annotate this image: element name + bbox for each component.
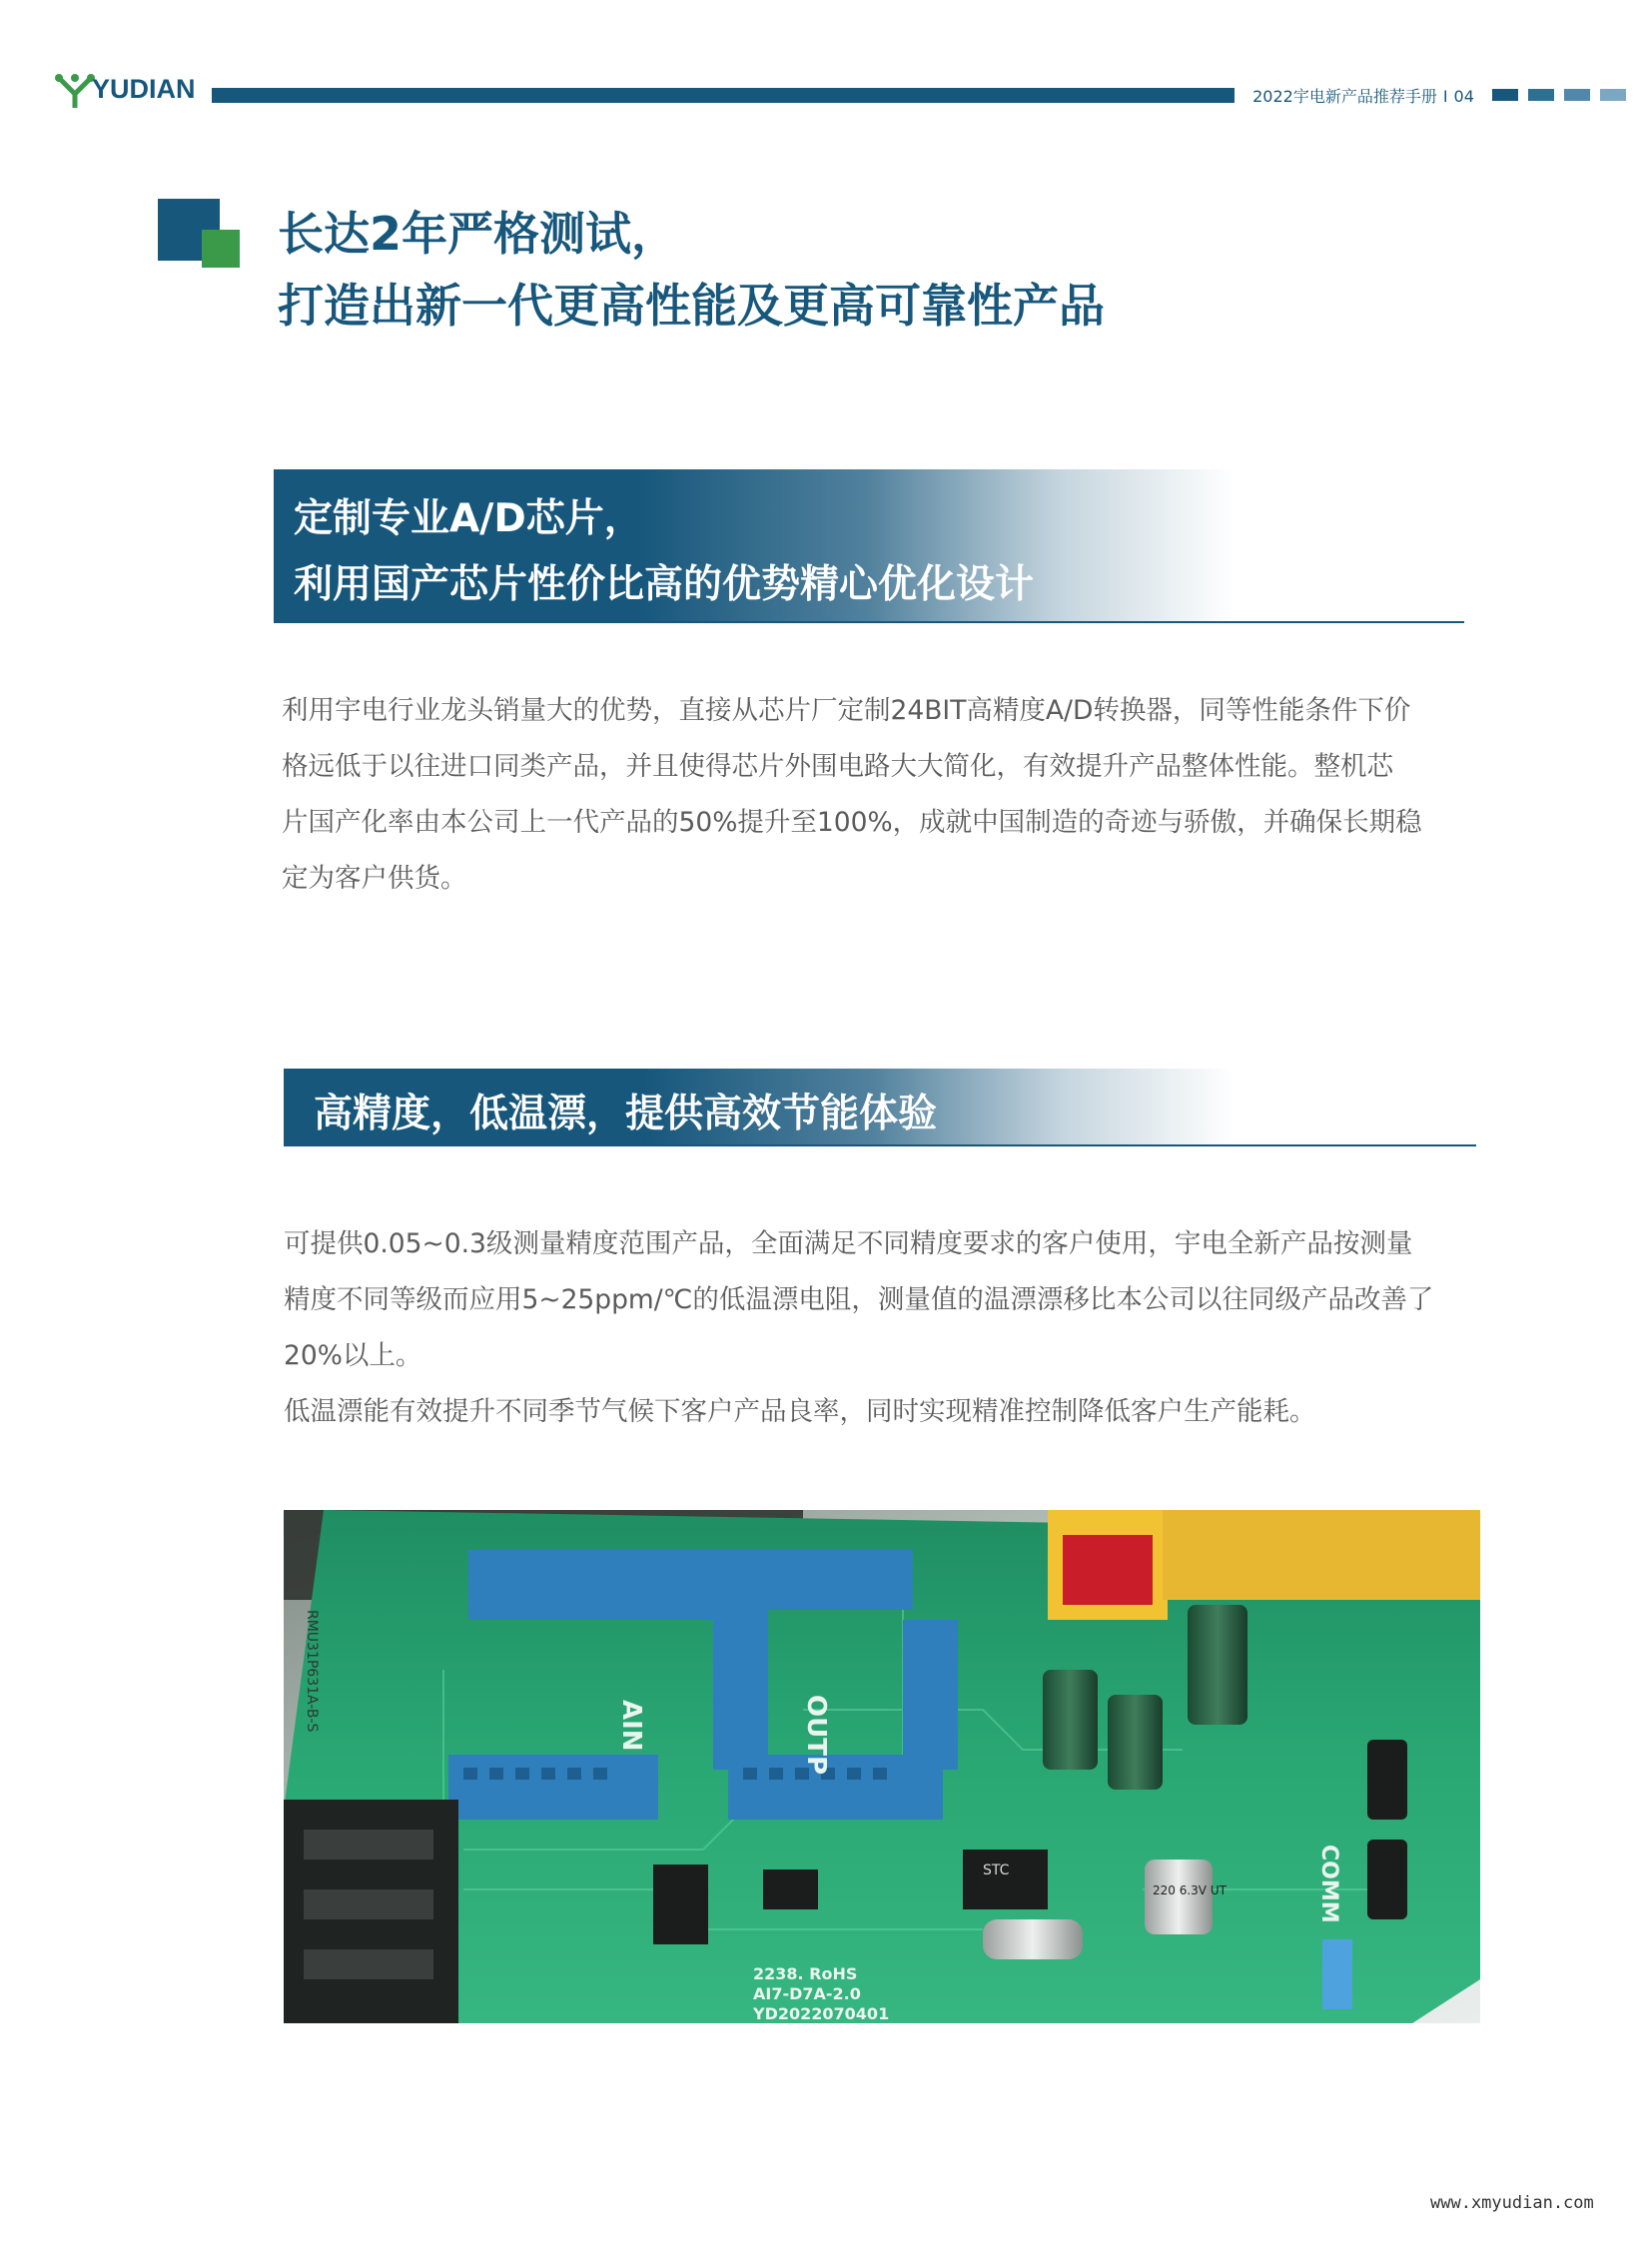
header-square-1 [1492,89,1518,101]
chip-right-2 [1367,1840,1407,1919]
label-capacitor: 220 6.3V UT [1153,1883,1227,1897]
page-number: 04 [1453,87,1474,106]
header-square-4 [1600,89,1626,101]
yudian-logo [54,70,196,112]
terminal-slot-1 [304,1830,433,1860]
capacitor-1 [1043,1670,1098,1770]
label-ain: AIN [616,1700,646,1752]
circuit-board-image [284,1510,1480,2023]
label-chip-brand: STC [983,1863,1010,1878]
section2-body-line: 低温漂能有效提升不同季节气候下客户产品良率，同时实现精准控制降低客户生产能耗。 [284,1396,1316,1427]
section2-body-line: 20%以上。 [284,1340,422,1371]
crystal-oscillator [983,1919,1083,1959]
ic-chip-mcu [963,1850,1048,1909]
ic-chip-1 [653,1865,708,1944]
circuit-board-photo [284,1510,1480,2023]
header-separator: I [1442,87,1448,106]
section1-body-line: 利用宇电行业龙头销量大的优势，直接从芯片厂定制24BIT高精度A/D转换器，同等性能条件下价 [282,695,1411,726]
capacitor-3 [1188,1605,1247,1725]
connector-outp-side [903,1620,958,1770]
section1-body-line: 片国产化率由本公司上一代产品的50%提升至100%，成就中国制造的奇迹与骄傲，并确保长期稳 [282,807,1422,838]
label-comm: COMM [1316,1845,1341,1923]
ic-chip-2 [763,1869,818,1909]
doc-title: 2022宇电新产品推荐手册 [1252,87,1437,106]
footer-url[interactable]: www.xmyudian.com [1430,2193,1594,2213]
label-board-code: AI7-D7A-2.0 [753,1984,861,2003]
relay [1163,1510,1480,1600]
page-title [278,198,1105,342]
label-side: RMU31P631A-B-S [304,1610,320,1733]
label-outp: OUTP [801,1695,831,1776]
section1-body-line: 定为客户供货。 [282,863,467,894]
connector-ain-side [713,1620,768,1770]
transformer-coil [1063,1535,1153,1605]
page-title-line1: 长达2年严格测试， [278,207,678,261]
page-title-line2: 打造出新一代更高性能及更高可靠性产品 [278,279,1105,333]
section1-body [282,683,1422,907]
section2-banner [284,1069,1233,1146]
header-bar [212,88,1235,103]
capacitor-2 [1108,1695,1163,1790]
section2-underline [284,1144,1476,1146]
section2-body-line: 精度不同等级而应用5~25ppm/℃的低温漂电阻，测量值的温漂漂移比本公司以往同级产品改善了 [284,1284,1434,1315]
header-square-3 [1564,89,1590,101]
connector-outp-bottom [728,1755,943,1820]
section1-body-line: 格远低于以往进口同类产品，并且使得芯片外围电路大大简化，有效提升产品整体性能。整机芯 [282,751,1393,782]
logo-text: YUDIAN [92,74,196,104]
logo-mark-icon [54,72,96,110]
chip-right-1 [1367,1740,1407,1820]
section1-banner [274,469,1233,623]
terminal-slot-2 [304,1889,433,1919]
led-connector [1322,1939,1352,2009]
connector-ain-bottom [448,1755,658,1820]
label-rohs: 2238. RoHS [753,1964,858,1983]
section2-body [284,1216,1433,1440]
title-decoration-green [202,230,240,268]
section2-heading: 高精度，低温漂，提供高效节能体验 [314,1092,938,1136]
section1-heading-line2: 利用国产芯片性价比高的优势精心优化设计 [294,562,1035,607]
section1-underline [274,621,1464,623]
label-date-code: YD2022070401 [753,2004,890,2023]
connector-outp-top [713,1550,913,1610]
section1-heading-line1: 定制专业A/D芯片， [294,496,643,541]
header-square-2 [1528,89,1554,101]
header-doc-title [1239,84,1488,107]
section2-body-line: 可提供0.05~0.3级测量精度范围产品，全面满足不同精度要求的客户使用，宇电全新产品按测量 [284,1228,1413,1259]
terminal-slot-3 [304,1949,433,1979]
